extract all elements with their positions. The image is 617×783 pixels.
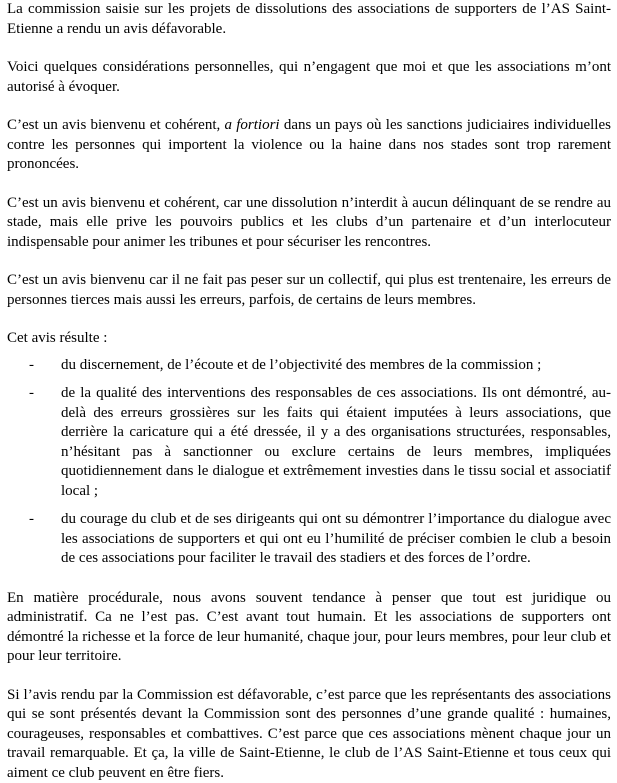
list-item bbox=[7, 510, 611, 569]
paragraph-avis-coherent-fortiori bbox=[7, 116, 611, 175]
paragraph-avis-coherent-dissolution: C’est un avis bienvenu et cohérent, car une dissolution n’interdit à aucun délinquant de se rendre au stade, mais elle prive les pouvoirs publics et les clubs d’un partenaire et d’un interlocuteur indispensable pour animer les tribunes et pour sécuriser les rencontres. bbox=[7, 194, 611, 253]
list-dash-marker: - bbox=[29, 510, 34, 530]
paragraph-commission-avis: La commission saisie sur les projets de dissolutions des associations de supporters de l’AS Saint-Etienne a rendu un avis défavorable. bbox=[7, 0, 611, 39]
italic-phrase: a fortiori bbox=[224, 117, 279, 133]
paragraph-procedurale: En matière procédurale, nous avons souvent tendance à penser que tout est juridique ou administratif. Ca ne l’est pas. C’est avant tout humain. Et les associations de supporters ont démontré la richesse et la force de leur humanité, chaque jour, pour leurs membres, pour leur club et pour leur territoire. bbox=[7, 589, 611, 667]
paragraph-conclusion: Si l’avis rendu par la Commission est défavorable, c’est parce que les représentants des associations qui se sont présentés devant la Commission sont des personnes d’une grande qualité : humaines, courageuses, responsables et combattives. C’est parce que ces associations mènent chaque jour un travail remarquable. Et ça, la ville de Saint-Etienne, le club de l’AS Saint-Etienne et tous ceux qui aiment ce club peuvent en être fiers. bbox=[7, 686, 611, 783]
list-dash-marker: - bbox=[29, 384, 34, 404]
paragraph-avis-bienvenu: C’est un avis bienvenu car il ne fait pas peser sur un collectif, qui plus est trentenaire, les erreurs de personnes tierces mais aussi les erreurs, parfois, de certains de leurs membres. bbox=[7, 271, 611, 310]
list-dash-marker: - bbox=[29, 356, 34, 376]
paragraph-considerations: Voici quelques considérations personnelles, qui n’engagent que moi et que les associations m’ont autorisé à évoquer. bbox=[7, 58, 611, 97]
paragraph-avis-resulte: Cet avis résulte : bbox=[7, 329, 611, 349]
list-item-text: de la qualité des interventions des responsables de ces associations. Ils ont démontré, au-delà des erreurs grossières sur les faits qui étaient imputées à leurs associations, que derrière la caricature qui a été dressée, il y a des organisations structurées, responsables, n’hésitant pas à sanctionner ou exclure certains de leurs membres, impliquées quotidiennement dans le dialogue et extrêmement investies dans le tissu social et associatif local ; bbox=[61, 385, 611, 499]
list-item bbox=[7, 356, 611, 376]
paragraph-text-end: dans un pays où les sanctions judiciaires individuelles contre les personnes qui importent la violence ou la haine dans nos stades sont trop rarement prononcées. bbox=[7, 117, 611, 172]
list-item-text: du discernement, de l’écoute et de l’objectivité des membres de la commission ; bbox=[61, 357, 541, 373]
list-item-text: du courage du club et de ses dirigeants qui ont su démontrer l’importance du dialogue avec les associations de supporters et qui ont eu l’humilité de préciser combien le club a besoin de ces associations pour faciliter le travail des stadiers et des forces de l’ordre. bbox=[61, 511, 611, 566]
paragraph-text-start: C’est un avis bienvenu et cohérent, bbox=[7, 117, 224, 133]
list-item bbox=[7, 384, 611, 501]
bullet-list bbox=[7, 356, 611, 569]
